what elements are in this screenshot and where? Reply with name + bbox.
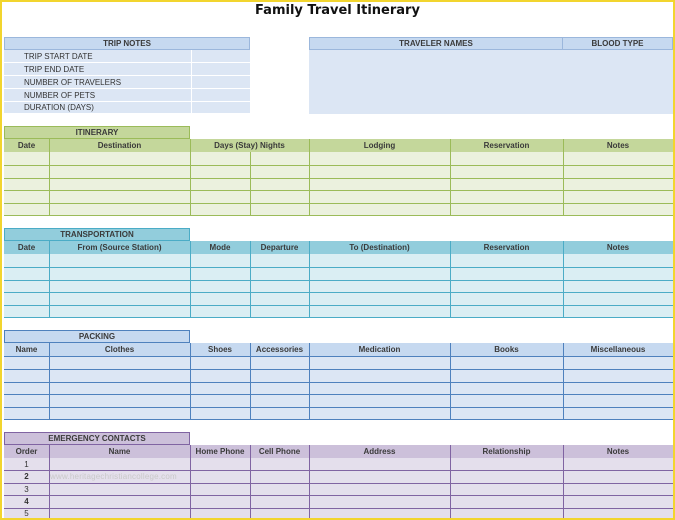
transportation-table[interactable]	[4, 241, 673, 318]
duration-days-label: DURATION (DAYS)	[4, 102, 191, 114]
itinerary-section-label: ITINERARY	[4, 126, 190, 139]
col-to-destination: To (Destination)	[349, 243, 410, 252]
col-date: Date	[17, 243, 36, 252]
trip-start-date-label: TRIP START DATE	[4, 50, 191, 63]
trip-end-date-field[interactable]	[191, 63, 250, 76]
blood-type-header: BLOOD TYPE	[563, 37, 673, 50]
order-number: 4	[24, 497, 29, 506]
col-name: Name	[108, 447, 131, 456]
col-reservation: Reservation	[483, 141, 530, 150]
emergency-contacts-table[interactable]	[4, 445, 673, 518]
emergency-contacts-section-label: EMERGENCY CONTACTS	[4, 432, 190, 445]
col-notes: Notes	[606, 141, 630, 150]
transportation-section-label: TRANSPORTATION	[4, 228, 190, 241]
number-of-travelers-label: NUMBER OF TRAVELERS	[4, 76, 191, 89]
watermark-text: www.heritagechristiancollege.com	[50, 472, 177, 481]
col-date: Date	[17, 141, 36, 150]
col-reservation: Reservation	[483, 243, 530, 252]
col-mode: Mode	[209, 243, 231, 252]
packing-table[interactable]	[4, 343, 673, 420]
number-of-pets-field[interactable]	[191, 89, 250, 102]
number-of-pets-label: NUMBER OF PETS	[4, 89, 191, 102]
trip-notes-table	[4, 50, 250, 114]
col-lodging: Lodging	[363, 141, 396, 150]
trip-end-date-label: TRIP END DATE	[4, 63, 191, 76]
col-medication: Medication	[358, 345, 401, 354]
col-home-phone: Home Phone	[195, 447, 245, 456]
traveler-names-header: TRAVELER NAMES	[309, 37, 563, 50]
col-from-source-station: From (Source Station)	[77, 243, 162, 252]
col-clothes: Clothes	[104, 345, 135, 354]
col-days-stay-nights: Days (Stay) Nights	[214, 141, 285, 150]
col-order: Order	[15, 447, 38, 456]
col-accessories: Accessories	[255, 345, 304, 354]
col-cell-phone: Cell Phone	[258, 447, 301, 456]
col-miscellaneous: Miscellaneous	[590, 345, 646, 354]
duration-days-field[interactable]	[191, 102, 250, 114]
order-number: 3	[24, 484, 29, 494]
order-number: 5	[24, 508, 29, 518]
trip-start-date-field[interactable]	[191, 50, 250, 63]
col-relationship: Relationship	[482, 447, 531, 456]
col-notes: Notes	[606, 447, 630, 456]
col-books: Books	[494, 345, 519, 354]
col-shoes: Shoes	[207, 345, 232, 354]
col-notes: Notes	[606, 243, 630, 252]
col-destination: Destination	[97, 141, 142, 150]
col-name: Name	[15, 345, 38, 354]
trip-notes-header: TRIP NOTES	[4, 37, 250, 50]
packing-section-label: PACKING	[4, 330, 190, 343]
col-departure: Departure	[260, 243, 299, 252]
page-title: Family Travel Itinerary	[255, 3, 420, 18]
order-number: 1	[24, 459, 29, 469]
col-address: Address	[363, 447, 396, 456]
order-number: 2	[24, 472, 29, 481]
itinerary-table[interactable]	[4, 139, 673, 216]
number-of-travelers-field[interactable]	[191, 76, 250, 89]
traveler-names-table[interactable]	[309, 50, 673, 114]
